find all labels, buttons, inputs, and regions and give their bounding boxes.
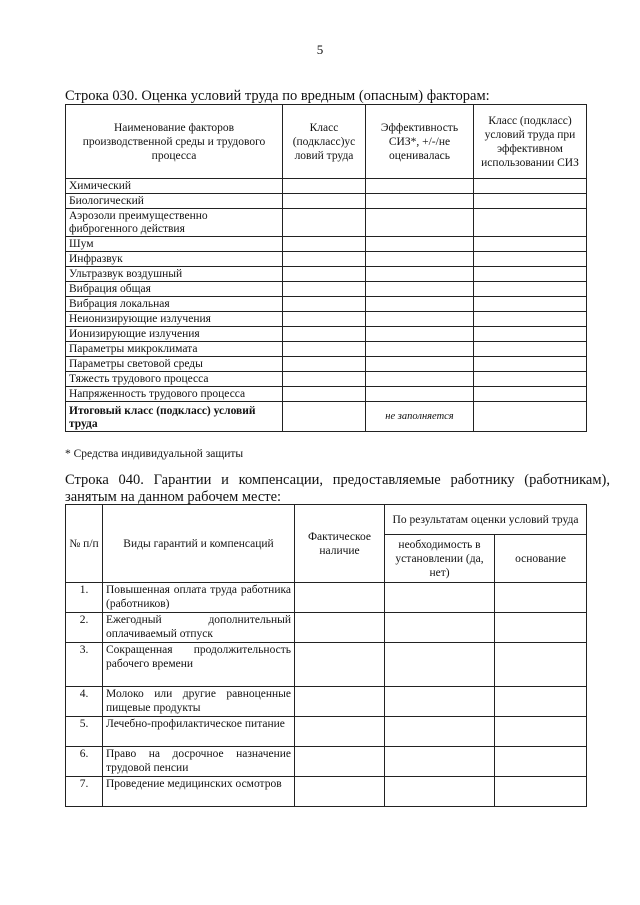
section-040-title: Строка 040. Гарантии и компенсации, предоставляемые работнику (работникам), занятым на данном рабочем месте: <box>65 472 610 505</box>
total-row <box>66 402 587 432</box>
necessity-cell[interactable] <box>385 583 495 613</box>
class-cell[interactable] <box>283 327 366 342</box>
class-with-ppe-cell[interactable] <box>474 342 587 357</box>
table-row <box>66 687 587 717</box>
class-cell[interactable] <box>283 342 366 357</box>
effectiveness-cell[interactable] <box>366 179 474 194</box>
effectiveness-cell[interactable] <box>366 267 474 282</box>
effectiveness-cell[interactable] <box>366 252 474 267</box>
class-with-ppe-cell[interactable] <box>474 267 587 282</box>
class-with-ppe-cell[interactable] <box>474 179 587 194</box>
factor-name: Ионизирующие излучения <box>66 327 283 342</box>
effectiveness-cell[interactable] <box>366 209 474 237</box>
class-cell[interactable] <box>283 252 366 267</box>
effectiveness-cell[interactable] <box>366 342 474 357</box>
actual-cell[interactable] <box>295 583 385 613</box>
class-with-ppe-cell[interactable] <box>474 312 587 327</box>
guarantee-type: Молоко или другие равноценные пищевые продукты <box>103 687 295 717</box>
basis-cell[interactable] <box>495 613 587 643</box>
table-row <box>66 643 587 687</box>
necessity-cell[interactable] <box>385 717 495 747</box>
factor-name: Вибрация общая <box>66 282 283 297</box>
necessity-cell[interactable] <box>385 687 495 717</box>
basis-cell[interactable] <box>495 747 587 777</box>
guarantee-type: Ежегодный дополнительный оплачиваемый отпуск <box>103 613 295 643</box>
class-with-ppe-cell[interactable] <box>474 297 587 312</box>
actual-cell[interactable] <box>295 717 385 747</box>
header-necessity: необходимость в установлении (да, нет) <box>385 535 495 583</box>
necessity-cell[interactable] <box>385 777 495 807</box>
guarantee-type: Лечебно-профилактическое питание <box>103 717 295 747</box>
class-cell[interactable] <box>283 194 366 209</box>
effectiveness-cell[interactable] <box>366 237 474 252</box>
not-filled-note: не заполняется <box>366 402 474 432</box>
row-number: 5. <box>66 717 103 747</box>
actual-cell[interactable] <box>295 613 385 643</box>
factor-name: Ультразвук воздушный <box>66 267 283 282</box>
class-with-ppe-cell[interactable] <box>474 194 587 209</box>
class-cell[interactable] <box>283 357 366 372</box>
hazard-factors-table <box>65 104 587 432</box>
table-row <box>66 312 587 327</box>
header-class-with-ppe: Класс (подкласс) условий труда при эффективном использовании СИЗ <box>474 105 587 179</box>
basis-cell[interactable] <box>495 777 587 807</box>
factor-name: Шум <box>66 237 283 252</box>
basis-cell[interactable] <box>495 643 587 687</box>
class-with-ppe-cell[interactable] <box>474 252 587 267</box>
total-class-with-ppe-cell[interactable] <box>474 402 587 432</box>
class-with-ppe-cell[interactable] <box>474 387 587 402</box>
table-row <box>66 209 587 237</box>
class-cell[interactable] <box>283 387 366 402</box>
table-row <box>66 237 587 252</box>
factor-name: Вибрация локальная <box>66 297 283 312</box>
factor-name: Напряженность трудового процесса <box>66 387 283 402</box>
class-cell[interactable] <box>283 312 366 327</box>
factor-name: Параметры микроклимата <box>66 342 283 357</box>
row-number: 6. <box>66 747 103 777</box>
factor-name: Биологический <box>66 194 283 209</box>
necessity-cell[interactable] <box>385 613 495 643</box>
table-row <box>66 194 587 209</box>
table-row <box>66 777 587 807</box>
necessity-cell[interactable] <box>385 747 495 777</box>
class-with-ppe-cell[interactable] <box>474 327 587 342</box>
factor-name: Инфразвук <box>66 252 283 267</box>
effectiveness-cell[interactable] <box>366 357 474 372</box>
table-row <box>66 252 587 267</box>
table-row <box>66 717 587 747</box>
table-row <box>66 297 587 312</box>
table-row <box>66 342 587 357</box>
actual-cell[interactable] <box>295 643 385 687</box>
table-row <box>66 357 587 372</box>
header-basis: основание <box>495 535 587 583</box>
table-row <box>66 282 587 297</box>
table-header-row <box>66 105 587 179</box>
row-number: 3. <box>66 643 103 687</box>
effectiveness-cell[interactable] <box>366 387 474 402</box>
table-row <box>66 747 587 777</box>
class-with-ppe-cell[interactable] <box>474 282 587 297</box>
header-num: № п/п <box>66 505 103 583</box>
header-class: Класс (подкласс)ус ловий труда <box>283 105 366 179</box>
section-030-title: Строка 030. Оценка условий труда по вредным (опасным) факторам: <box>65 88 490 104</box>
row-number: 7. <box>66 777 103 807</box>
table-row <box>66 327 587 342</box>
factor-name: Неионизирующие излучения <box>66 312 283 327</box>
necessity-cell[interactable] <box>385 643 495 687</box>
table-row <box>66 372 587 387</box>
class-with-ppe-cell[interactable] <box>474 209 587 237</box>
table-row <box>66 613 587 643</box>
table-header-row <box>66 505 587 535</box>
class-cell[interactable] <box>283 209 366 237</box>
class-with-ppe-cell[interactable] <box>474 372 587 387</box>
factor-name: Параметры световой среды <box>66 357 283 372</box>
actual-cell[interactable] <box>295 687 385 717</box>
guarantee-type: Проведение медицинских осмотров <box>103 777 295 807</box>
table-row <box>66 179 587 194</box>
factor-name: Тяжесть трудового процесса <box>66 372 283 387</box>
actual-cell[interactable] <box>295 777 385 807</box>
page-number: 5 <box>316 42 324 57</box>
class-cell[interactable] <box>283 179 366 194</box>
guarantee-type: Сокращенная продолжительность рабочего времени <box>103 643 295 687</box>
total-label: Итоговый класс (подкласс) условий труда <box>66 402 283 432</box>
row-number: 2. <box>66 613 103 643</box>
row-number: 1. <box>66 583 103 613</box>
table-row <box>66 267 587 282</box>
class-cell[interactable] <box>283 267 366 282</box>
header-actual: Фактическое наличие <box>295 505 385 583</box>
factor-name: Аэрозоли преимущественно фиброгенного действия <box>66 209 283 237</box>
header-factor-name: Наименование факторов производственной среды и трудового процесса <box>66 105 283 179</box>
class-cell[interactable] <box>283 372 366 387</box>
basis-cell[interactable] <box>495 717 587 747</box>
effectiveness-cell[interactable] <box>366 194 474 209</box>
effectiveness-cell[interactable] <box>366 282 474 297</box>
factor-name: Химический <box>66 179 283 194</box>
effectiveness-cell[interactable] <box>366 312 474 327</box>
total-class-cell[interactable] <box>283 402 366 432</box>
table-row <box>66 583 587 613</box>
header-ppe-effectiveness: Эффективность СИЗ*, +/-/не оценивалась <box>366 105 474 179</box>
guarantee-type: Право на досрочное назначение трудовой пенсии <box>103 747 295 777</box>
class-cell[interactable] <box>283 282 366 297</box>
actual-cell[interactable] <box>295 747 385 777</box>
basis-cell[interactable] <box>495 687 587 717</box>
header-by-results: По результатам оценки условий труда <box>385 505 587 535</box>
footnote: * Средства индивидуальной защиты <box>65 448 244 460</box>
effectiveness-cell[interactable] <box>366 372 474 387</box>
class-with-ppe-cell[interactable] <box>474 237 587 252</box>
class-cell[interactable] <box>283 297 366 312</box>
header-types: Виды гарантий и компенсаций <box>103 505 295 583</box>
effectiveness-cell[interactable] <box>366 297 474 312</box>
table-row <box>66 387 587 402</box>
effectiveness-cell[interactable] <box>366 327 474 342</box>
class-with-ppe-cell[interactable] <box>474 357 587 372</box>
basis-cell[interactable] <box>495 583 587 613</box>
guarantee-type: Повышенная оплата труда работника (работников) <box>103 583 295 613</box>
row-number: 4. <box>66 687 103 717</box>
guarantees-table <box>65 504 587 807</box>
class-cell[interactable] <box>283 237 366 252</box>
